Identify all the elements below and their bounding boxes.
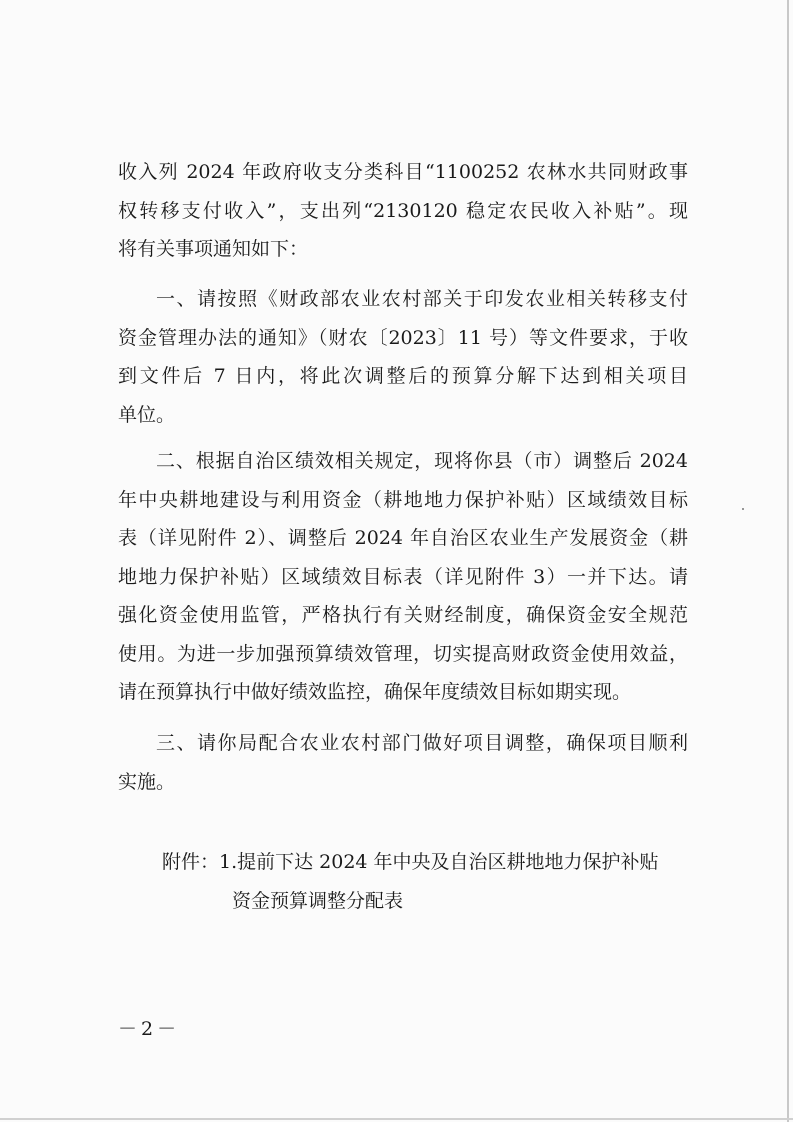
text-line: 到文件后 7 日内，将此次调整后的预算分解下达到相关项目 <box>118 365 688 387</box>
text-line: 强化资金使用监管，严格执行有关财经制度，确保资金安全规范 <box>118 604 688 626</box>
text-line: 将有关事项通知如下： <box>118 238 309 260</box>
paragraph-item-2 <box>118 442 688 712</box>
text-line: 单位。 <box>118 403 176 426</box>
text-line: 地地力保护补贴）区域绩效目标表（详见附件 3）一并下达。请 <box>118 565 688 588</box>
scan-speck <box>742 508 744 510</box>
paragraph-item-1 <box>118 280 688 434</box>
text-line: 三、请你局配合农业农村部门做好项目调整，确保项目顺利 <box>156 732 688 754</box>
text-line: 请在预算执行中做好绩效监控，确保年度绩效目标如期实现。 <box>118 681 632 703</box>
text-line: 实施。 <box>118 770 176 793</box>
scan-edge <box>0 1118 793 1120</box>
attachment-line: 附件：1.提前下达 2024 年中央及自治区耕地地力保护补贴 <box>162 851 659 873</box>
text-line: 收入列 2024 年政府收支分类科目“1100252 农林水共同财政事 <box>118 161 688 183</box>
paragraph-item-3 <box>118 724 688 801</box>
paragraph-intro <box>118 153 688 269</box>
attachment-line: 资金预算调整分配表 <box>232 889 404 912</box>
text-line: 一、请按照《财政部农业农村部关于印发农业相关转移支付 <box>156 288 688 310</box>
text-line: 使用。为进一步加强预算绩效管理，切实提高财政资金使用效益， <box>118 642 688 665</box>
text-line: 权转移支付收入”，支出列“2130120 稳定农民收入补贴”。现 <box>118 199 688 222</box>
text-line: 年中央耕地建设与利用资金（耕地地力保护补贴）区域绩效目标 <box>118 488 688 511</box>
page-number: －2－ <box>118 1018 181 1040</box>
scan-edge <box>787 0 789 1122</box>
attachment-list <box>162 843 702 920</box>
text-line: 资金管理办法的通知》（财农〔2023〕11 号）等文件要求，于收 <box>118 326 688 349</box>
text-line: 表（详见附件 2）、调整后 2024 年自治区农业生产发展资金（耕 <box>118 527 688 549</box>
text-line: 二、根据自治区绩效相关规定，现将你县（市）调整后 2024 <box>156 450 688 472</box>
